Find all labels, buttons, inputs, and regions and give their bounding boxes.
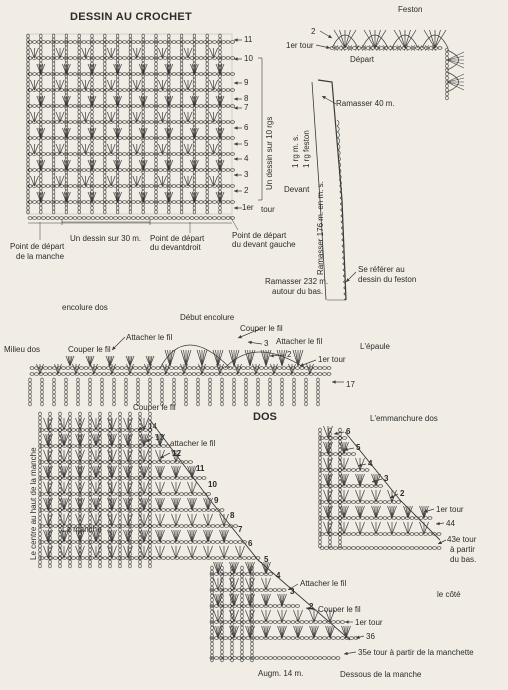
row-number: 2 [287,350,292,359]
first-row-label: 1er tour [318,355,346,364]
row-43-note: du bas. [450,555,477,564]
armhole-back-label: L'emmanchure dos [370,414,438,423]
row-number: 36 [366,632,375,641]
cut-yarn-label: Couper le fil [240,324,283,333]
first-row-label: 1er tour [436,505,464,514]
row-number: 2 [400,489,405,498]
chart-title: DESSIN AU CROCHET [70,11,193,23]
row-number: 8 [230,511,235,520]
start-point-left-front: Point de départ [232,231,287,240]
back-label: DOS [253,411,277,423]
underarm-label: Dessous de la manche [340,670,422,679]
row-number: 5 [264,555,269,564]
start-point-right-front: Point de départ [150,234,205,243]
row-number: 7 [238,525,243,534]
feston-row-2: 2 [311,27,316,36]
pattern-grid-chart [27,34,262,240]
row-number: 3 [244,170,249,179]
row-43-note: à partir [450,545,475,554]
row-number: 4 [368,459,373,468]
shoulder-label: L'épaule [360,342,390,351]
row-number: 2 [309,602,314,611]
pattern-repeat-stitches-label: Un dessin sur 30 m. [70,234,142,243]
attach-yarn-label: attacher le fil [170,439,216,448]
row-number: 8 [244,94,249,103]
row-number: 9 [214,496,219,505]
row-number: 14 [148,422,157,431]
row-number: 4 [244,154,249,163]
row-number: 5 [244,139,249,148]
row-number: 6 [248,539,253,548]
devant-label: Devant [284,185,310,194]
row-number: 11 [196,464,205,473]
cut-yarn-label: Couper le fil [68,345,111,354]
row-43-note: 43e tour [447,535,477,544]
cut-yarn-label: Couper le fil [133,403,176,412]
attach-yarn-label: Attacher le fil [126,333,173,342]
row-number: 6 [244,123,249,132]
row-number: 11 [244,35,253,44]
center-back-label: Milieu dos [4,345,41,354]
row-number: 13 [155,433,164,442]
depart-label: Départ [350,55,375,64]
attach-yarn-label: Attacher le fil [276,337,323,346]
pickup-232-label: autour du bas. [272,287,324,296]
row-number: 17 [346,380,355,389]
feston-chart [330,30,464,100]
row-number: 2 [244,186,249,195]
row-number: 10 [244,54,253,63]
row-number: 3 [290,587,295,596]
cut-yarn-label: Couper le fil [318,605,361,614]
row-number: 7 [244,103,249,112]
first-row-label: 1er tour [355,618,383,627]
row-35-note: 35e tour à partir de la manchette [358,648,474,657]
feston-label: Feston [398,5,423,14]
dos-chart [29,342,441,662]
row-number: 3 [384,474,389,483]
pattern-repeat-rows-label: Un dessin sur 10 rgs [265,116,274,190]
row-number: 4 [276,571,281,580]
start-point-right-front: du devantdroit [150,243,201,252]
row-number: 9 [244,78,249,87]
neckline-start-label: Début encolure [180,313,235,322]
feston-row-1: 1er tour [286,41,314,50]
side-label: le côté [437,590,461,599]
rg-ms-label: 1 rg m. s. [291,134,300,168]
neckline-back-label: encolure dos [62,303,108,312]
pickup-40-label: Ramasser 40 m. [336,99,395,108]
start-point-left-front: du devant gauche [232,240,296,249]
refer-feston-note: dessin du feston [358,275,417,284]
sleeve-label: La manche [62,525,102,534]
row-number: 3 [264,339,269,348]
row-number: 10 [208,480,217,489]
row-number: 5 [356,443,361,452]
pickup-232-label: Ramasser 232 m. [265,277,329,286]
increase-label: Augm. 14 m. [258,669,304,678]
row-number: 1er [242,203,254,212]
sleeve-top-center-label: Le centre au haut de la manche [29,447,38,560]
start-point-sleeve: Point de départ [10,242,65,251]
rg-feston-label: 1 rg feston [302,130,311,168]
tour-label: tour [261,205,275,214]
refer-feston-note: Se référer au [358,265,405,274]
row-number: 6 [346,427,351,436]
attach-yarn-label: Attacher le fil [300,579,347,588]
start-point-sleeve: de la manche [16,252,65,261]
row-number: 44 [446,519,455,528]
row-number: 12 [172,449,181,458]
pickup-176-label: Ramasser 176 m. en m. s. [316,181,325,275]
